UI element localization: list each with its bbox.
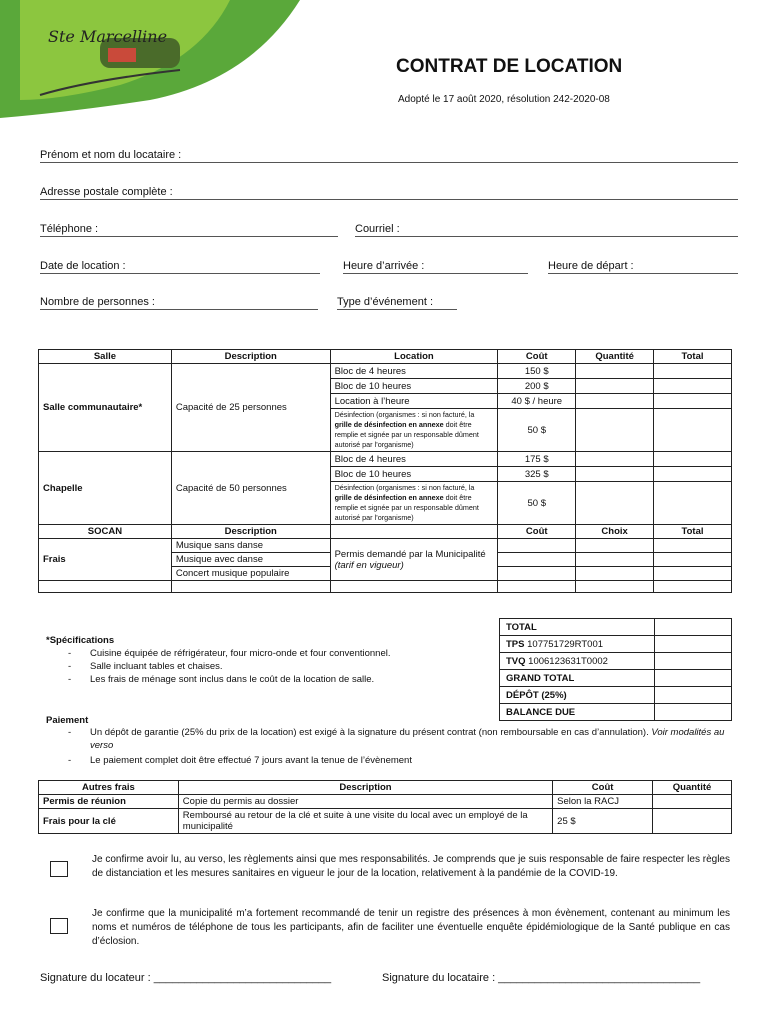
location-cell: Location à l’heure xyxy=(330,394,498,409)
header-cout: Coût xyxy=(553,781,653,795)
cost-cell[interactable] xyxy=(498,567,576,581)
pricing-table xyxy=(38,349,732,593)
choice-cell[interactable] xyxy=(576,553,654,567)
fee-quantity[interactable] xyxy=(653,795,732,809)
total-cell[interactable] xyxy=(654,379,732,394)
specifications xyxy=(46,635,486,686)
quantity-cell[interactable] xyxy=(576,452,654,467)
table-header-row xyxy=(39,781,732,795)
fee-desc: Remboursé au retour de la clé et suite à une visite du local avec un employé de la municipalité xyxy=(178,809,552,834)
desinfection-text-1: Désinfection (organismes : si non facturé, la xyxy=(334,410,475,419)
header-choix: Choix xyxy=(576,525,654,539)
header-quantite: Quantité xyxy=(576,350,654,364)
paiement-section xyxy=(46,715,726,767)
confirm-registry-text: Je confirme que la municipalité m’a fortement recommandé de tenir un registre des présences à mon évènement, contenant au minimum les noms et numéros de téléphone de tous les participants, afin de faciliter une éventuelle enquête épidémiologique de la Santé publique en cas d’éclosion. xyxy=(92,908,730,947)
cost-cell: 50 $ xyxy=(498,409,576,452)
total-cell[interactable] xyxy=(654,409,732,452)
tps-number: 107751729RT001 xyxy=(527,638,604,650)
header-total: Total xyxy=(654,350,732,364)
autres-frais-table xyxy=(38,780,732,834)
spec-item: - Les frais de ménage sont inclus dans le coût de la location de salle. xyxy=(46,673,486,686)
desinfection-cell xyxy=(330,482,498,525)
desinfection-text-2: doit être remplie et signée par un responsable dûment autorisé par l’organisme) xyxy=(334,493,479,522)
telephone-label: Téléphone : xyxy=(40,223,99,235)
grand-total-label: GRAND TOTAL xyxy=(500,670,655,687)
quantity-cell[interactable] xyxy=(576,364,654,379)
depot-value[interactable] xyxy=(654,687,732,704)
total-cell[interactable] xyxy=(654,482,732,525)
fee-cost: 25 $ xyxy=(553,809,653,834)
arrivee-label: Heure d’arrivée : xyxy=(343,260,425,272)
tvq-row xyxy=(500,653,655,670)
fee-cost: Selon la RACJ xyxy=(553,795,653,809)
location-cell: Bloc de 4 heures xyxy=(330,364,498,379)
personnes-line[interactable] xyxy=(40,309,318,310)
personnes-label: Nombre de personnes : xyxy=(40,296,155,308)
salle-communautaire-desc: Capacité de 25 personnes xyxy=(171,364,330,452)
evenement-line[interactable] xyxy=(337,309,457,310)
desinfection-text-2: doit être remplie et signée par un responsable dûment autorisé par l’organisme) xyxy=(334,420,479,449)
tvq-value[interactable] xyxy=(654,653,732,670)
tps-label: TPS xyxy=(506,638,525,650)
salle-communautaire-name: Salle communautaire* xyxy=(39,364,172,452)
evenement-label: Type d’événement : xyxy=(337,296,434,308)
date-line[interactable] xyxy=(40,273,320,274)
confirm-registry-checkbox[interactable] xyxy=(50,918,68,934)
permis-text: Permis demandé par la Municipalité xyxy=(334,548,486,560)
music-item: Concert musique populaire xyxy=(171,567,330,581)
balance-label: BALANCE DUE xyxy=(500,704,655,721)
fee-name: Frais pour la clé xyxy=(39,809,179,834)
arrivee-line[interactable] xyxy=(343,273,528,274)
paiement-item: - Le paiement complet doit être effectué 7 jours avant la tenue de l’évènement xyxy=(46,754,726,767)
quantity-cell[interactable] xyxy=(576,482,654,525)
paiement-item-1-text: Un dépôt de garantie (25% du prix de la location) est exigé à la signature du présent contrat (non remboursable en cas d’annulation). xyxy=(90,727,652,738)
grand-total-value[interactable] xyxy=(654,670,732,687)
socan-header-row xyxy=(39,525,732,539)
tps-row xyxy=(500,636,655,653)
header-description: Description xyxy=(171,350,330,364)
header-description: Description xyxy=(178,781,552,795)
quantity-cell[interactable] xyxy=(576,379,654,394)
adresse-label: Adresse postale complète : xyxy=(40,186,173,198)
header-autres-frais: Autres frais xyxy=(39,781,179,795)
music-item: Musique sans danse xyxy=(171,539,330,553)
totals-table xyxy=(499,618,732,721)
choice-cell[interactable] xyxy=(576,539,654,553)
telephone-line[interactable] xyxy=(40,236,338,237)
cost-cell: 40 $ / heure xyxy=(498,394,576,409)
fee-quantity[interactable] xyxy=(653,809,732,834)
page-title: CONTRAT DE LOCATION xyxy=(396,56,623,77)
header-total: Total xyxy=(654,525,732,539)
total-cell[interactable] xyxy=(654,364,732,379)
header-salle: Salle xyxy=(39,350,172,364)
paiement-item-1-italic: Voir modalités au verso xyxy=(90,727,725,751)
municipality-logo xyxy=(0,0,300,118)
fee-name: Permis de réunion xyxy=(39,795,179,809)
depart-line[interactable] xyxy=(548,273,738,274)
confirm-rules-checkbox[interactable] xyxy=(50,861,68,877)
table-row xyxy=(39,809,732,834)
music-item: Musique avec danse xyxy=(171,553,330,567)
cost-cell: 50 $ xyxy=(498,482,576,525)
total-cell[interactable] xyxy=(654,467,732,482)
chapelle-desc: Capacité de 50 personnes xyxy=(171,452,330,525)
header-description: Description xyxy=(171,525,330,539)
nom-line[interactable] xyxy=(40,162,738,163)
cost-cell[interactable] xyxy=(498,553,576,567)
adresse-line[interactable] xyxy=(40,199,738,200)
location-cell: Bloc de 4 heures xyxy=(330,452,498,467)
empty-cell xyxy=(39,581,172,593)
tvq-number: 1006123631T0002 xyxy=(528,655,608,667)
header-socan: SOCAN xyxy=(39,525,172,539)
table-header-row xyxy=(39,350,732,364)
depart-label: Heure de départ : xyxy=(548,260,634,272)
cost-cell: 175 $ xyxy=(498,452,576,467)
location-cell: Bloc de 10 heures xyxy=(330,467,498,482)
cost-cell: 150 $ xyxy=(498,364,576,379)
quantity-cell[interactable] xyxy=(576,467,654,482)
header-cout: Coût xyxy=(498,525,576,539)
courriel-label: Courriel : xyxy=(355,223,400,235)
empty-cell xyxy=(171,581,330,593)
total-cell[interactable] xyxy=(654,567,732,581)
location-cell: Bloc de 10 heures xyxy=(330,379,498,394)
nom-label: Prénom et nom du locataire : xyxy=(40,149,182,161)
empty-cell[interactable] xyxy=(498,581,576,593)
specifications-title: *Spécifications xyxy=(46,635,115,646)
desinfection-cell xyxy=(330,409,498,452)
total-label: TOTAL xyxy=(500,619,655,636)
empty-cell[interactable] xyxy=(654,581,732,593)
desinfection-text-bold: grille de désinfection en annexe xyxy=(334,493,444,502)
signature-locataire[interactable]: Signature du locataire : _________________________________ xyxy=(382,972,701,984)
permis-tarif: (tarif en vigueur) xyxy=(334,559,404,571)
logo-text: Ste Marcelline xyxy=(48,27,168,46)
fee-desc: Copie du permis au dossier xyxy=(178,795,552,809)
total-cell[interactable] xyxy=(654,394,732,409)
choice-cell[interactable] xyxy=(576,567,654,581)
desinfection-text-bold: grille de désinfection en annexe xyxy=(334,420,444,429)
confirm-rules-text: Je confirme avoir lu, au verso, les règlements ainsi que mes responsabilités. Je comprends que je suis responsable de faire respecter les règles de distanciation et les mesures sanitaires en vigueur le jour de la location, relativement à la pandémie de la COVID-19. xyxy=(92,854,730,879)
empty-cell[interactable] xyxy=(576,581,654,593)
frais-name: Frais xyxy=(39,539,172,581)
header-quantite: Quantité xyxy=(653,781,732,795)
courriel-line[interactable] xyxy=(355,236,738,237)
paiement-title: Paiement xyxy=(46,715,89,726)
date-label: Date de location : xyxy=(40,260,126,272)
total-value[interactable] xyxy=(654,619,732,636)
paiement-item xyxy=(46,726,726,752)
header-empty xyxy=(330,525,498,539)
empty-cell xyxy=(330,581,498,593)
header-location: Location xyxy=(330,350,498,364)
permis-cell xyxy=(330,539,498,581)
cost-cell: 325 $ xyxy=(498,467,576,482)
chapelle-name: Chapelle xyxy=(39,452,172,525)
total-cell[interactable] xyxy=(654,553,732,567)
total-cell[interactable] xyxy=(654,452,732,467)
cost-cell[interactable] xyxy=(498,539,576,553)
signature-locateur[interactable]: Signature du locateur : _____________________________ xyxy=(40,972,332,984)
depot-label: DÉPÔT (25%) xyxy=(500,687,655,704)
tps-value[interactable] xyxy=(654,636,732,653)
desinfection-text-1: Désinfection (organismes : si non facturé, la xyxy=(334,483,475,492)
page-subtitle: Adopté le 17 août 2020, résolution 242-2020-08 xyxy=(398,94,610,105)
total-cell[interactable] xyxy=(654,539,732,553)
cost-cell: 200 $ xyxy=(498,379,576,394)
spec-item: - Salle incluant tables et chaises. xyxy=(46,660,486,673)
table-row xyxy=(39,795,732,809)
tvq-label: TVQ xyxy=(506,655,526,667)
header-cout: Coût xyxy=(498,350,576,364)
quantity-cell[interactable] xyxy=(576,409,654,452)
spec-item: - Cuisine équipée de réfrigérateur, four micro-onde et four conventionnel. xyxy=(46,647,486,660)
quantity-cell[interactable] xyxy=(576,394,654,409)
